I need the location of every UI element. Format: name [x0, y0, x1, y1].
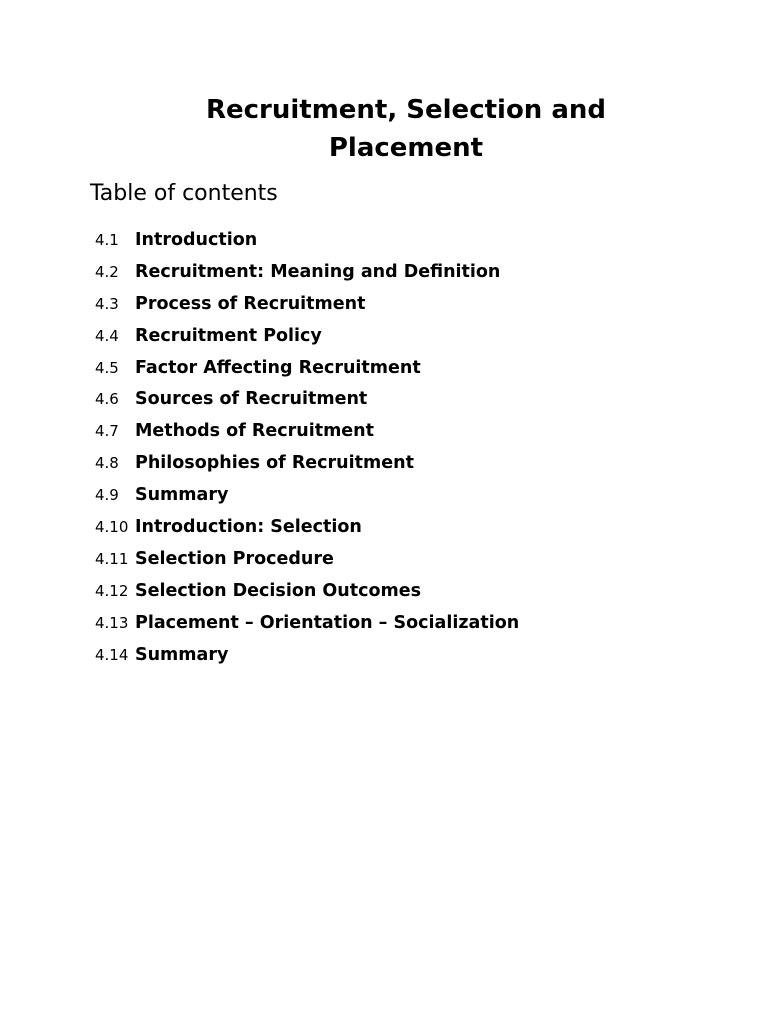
- toc-item-label: Recruitment Policy: [135, 325, 322, 346]
- toc-item-4-7[interactable]: [95, 421, 519, 453]
- toc-item-4-10[interactable]: [95, 517, 519, 549]
- toc-item-number: 4.2: [95, 262, 119, 281]
- document-title-line-2: Placement: [328, 133, 484, 163]
- toc-item-4-2[interactable]: [95, 262, 519, 294]
- toc-item-number: 4.8: [95, 454, 119, 473]
- toc-item-4-13[interactable]: [95, 613, 519, 645]
- toc-item-4-5[interactable]: [95, 358, 519, 390]
- toc-item-number: 4.13: [95, 613, 129, 632]
- toc-item-number: 4.1: [95, 231, 119, 249]
- toc-item-number: 4.14: [95, 645, 129, 664]
- toc-item-4-14[interactable]: [95, 645, 519, 677]
- toc-item-label: Summary: [135, 644, 229, 665]
- toc-item-number: 4.10: [95, 518, 129, 537]
- toc-item-label: Methods of Recruitment: [135, 421, 374, 442]
- toc-item-4-12[interactable]: [95, 581, 519, 613]
- toc-item-number: 4.11: [95, 549, 129, 568]
- toc-item-label: Placement – Orientation – Socialization: [135, 612, 520, 633]
- toc-item-4-9[interactable]: [95, 485, 519, 517]
- toc-item-number: 4.9: [95, 486, 119, 505]
- toc-item-4-6[interactable]: [95, 389, 519, 421]
- toc-item-label: Summary: [135, 485, 229, 506]
- document-title-line-1: Recruitment, Selection and: [205, 95, 607, 125]
- toc-item-label: Recruitment: Meaning and Definition: [135, 261, 501, 282]
- toc-item-label: Selection Procedure: [135, 548, 334, 569]
- toc-item-label: Factor Affecting Recruitment: [135, 357, 421, 378]
- toc-item-4-11[interactable]: [95, 549, 519, 581]
- table-of-contents: [95, 230, 519, 676]
- toc-item-number: 4.5: [95, 358, 119, 377]
- toc-item-label: Introduction: [135, 230, 258, 250]
- toc-item-number: 4.6: [95, 390, 119, 409]
- toc-heading: Table of contents: [90, 181, 278, 206]
- toc-item-label: Philosophies of Recruitment: [135, 453, 414, 474]
- toc-item-number: 4.7: [95, 422, 119, 441]
- toc-item-label: Introduction: Selection: [135, 517, 362, 538]
- toc-item-4-8[interactable]: [95, 453, 519, 485]
- toc-item-label: Sources of Recruitment: [135, 389, 368, 410]
- document-title: [0, 91, 768, 167]
- toc-item-number: 4.4: [95, 326, 119, 345]
- toc-item-4-1[interactable]: [95, 230, 519, 262]
- toc-item-4-3[interactable]: [95, 294, 519, 326]
- toc-item-label: Selection Decision Outcomes: [135, 580, 422, 601]
- toc-item-number: 4.12: [95, 581, 129, 600]
- toc-item-label: Process of Recruitment: [135, 293, 366, 314]
- toc-item-4-4[interactable]: [95, 326, 519, 358]
- toc-item-number: 4.3: [95, 294, 119, 313]
